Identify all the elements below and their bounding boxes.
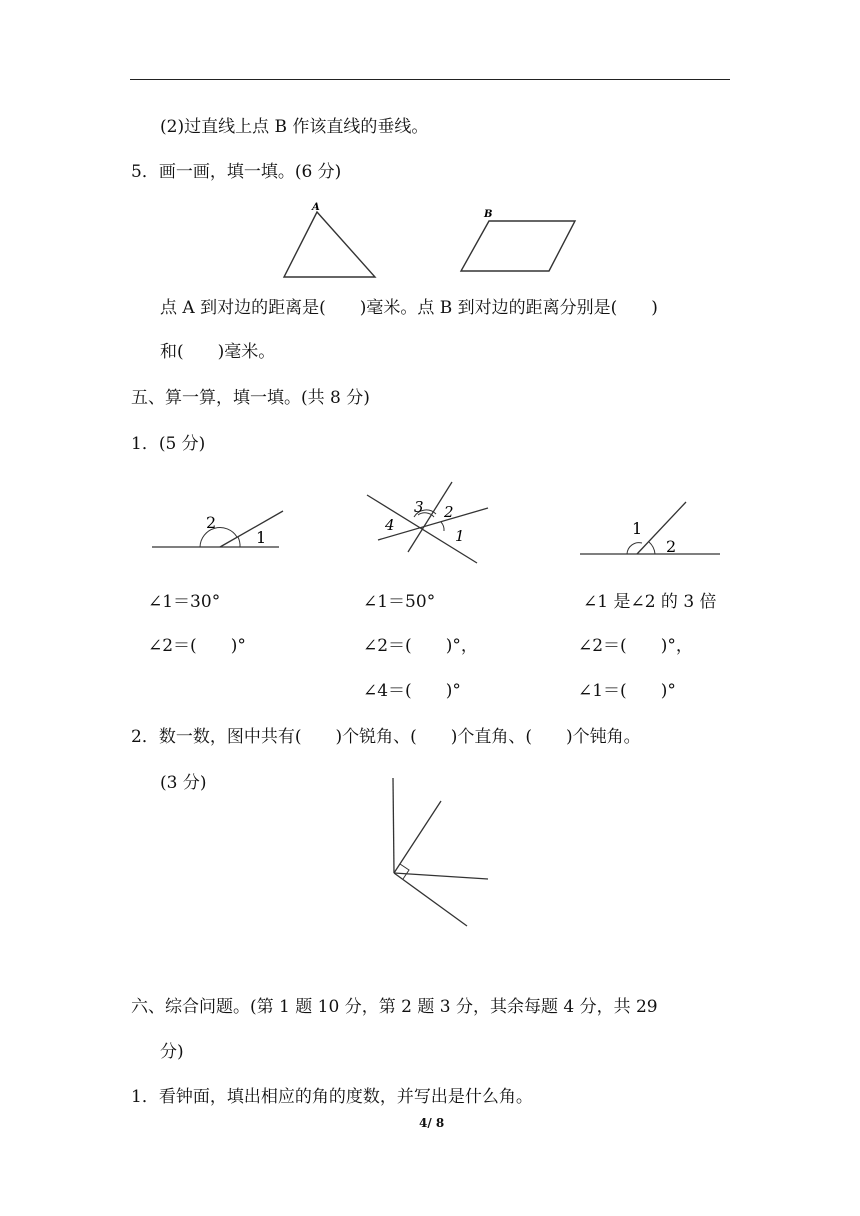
fig2-ask1: ∠2＝( )°， <box>363 636 478 656</box>
q5-title: 5．画一画，填一填。(6 分) <box>131 162 342 182</box>
fig1-label-1: 1 <box>256 528 267 547</box>
fig2-given: ∠1＝50° <box>363 592 436 612</box>
label-b: B <box>484 209 493 220</box>
fig3-ask2: ∠1＝( )° <box>578 681 676 701</box>
fig2-label-2: 2 <box>444 503 454 521</box>
section5-title: 五、算一算，填一填。(共 8 分) <box>131 388 370 408</box>
fig2-label-1: 1 <box>455 527 465 545</box>
section6-q1: 1．看钟面，填出相应的角的度数，并写出是什么角。 <box>131 1087 533 1107</box>
fig3-label-1: 1 <box>632 519 643 538</box>
section5-q1-title: 1．(5 分) <box>131 434 206 454</box>
fig2-label-4: 4 <box>385 516 395 534</box>
page-number: 4/ 8 <box>419 1116 445 1130</box>
q4-part2-text: (2)过直线上点 B 作该直线的垂线。 <box>160 117 429 137</box>
fig1-label-2: 2 <box>206 513 217 532</box>
q5-line1: 点 A 到对边的距离是( )毫米。点 B 到对边的距离分别是( ) <box>160 298 658 318</box>
section6-title-line1: 六、综合问题。(第 1 题 10 分，第 2 题 3 分，其余每题 4 分，共 29 <box>131 997 658 1017</box>
section5-q2-line1: 2．数一数，图中共有( )个锐角、( )个直角、( )个钝角。 <box>131 727 641 747</box>
fig3-ask1: ∠2＝( )°， <box>578 636 693 656</box>
fig2-label-3: 3 <box>414 498 424 516</box>
fig1-given: ∠1＝30° <box>148 592 221 612</box>
fig1-ask1: ∠2＝( )° <box>148 636 246 656</box>
fig2-ask2: ∠4＝( )° <box>363 681 461 701</box>
q5-line2: 和( )毫米。 <box>160 342 276 362</box>
section5-q2-line2: (3 分) <box>160 773 207 793</box>
fig3-label-2: 2 <box>666 537 677 556</box>
label-a: A <box>312 202 320 213</box>
fig3-given: ∠1 是∠2 的 3 倍 <box>583 592 717 612</box>
section6-title-line2: 分) <box>160 1042 184 1062</box>
